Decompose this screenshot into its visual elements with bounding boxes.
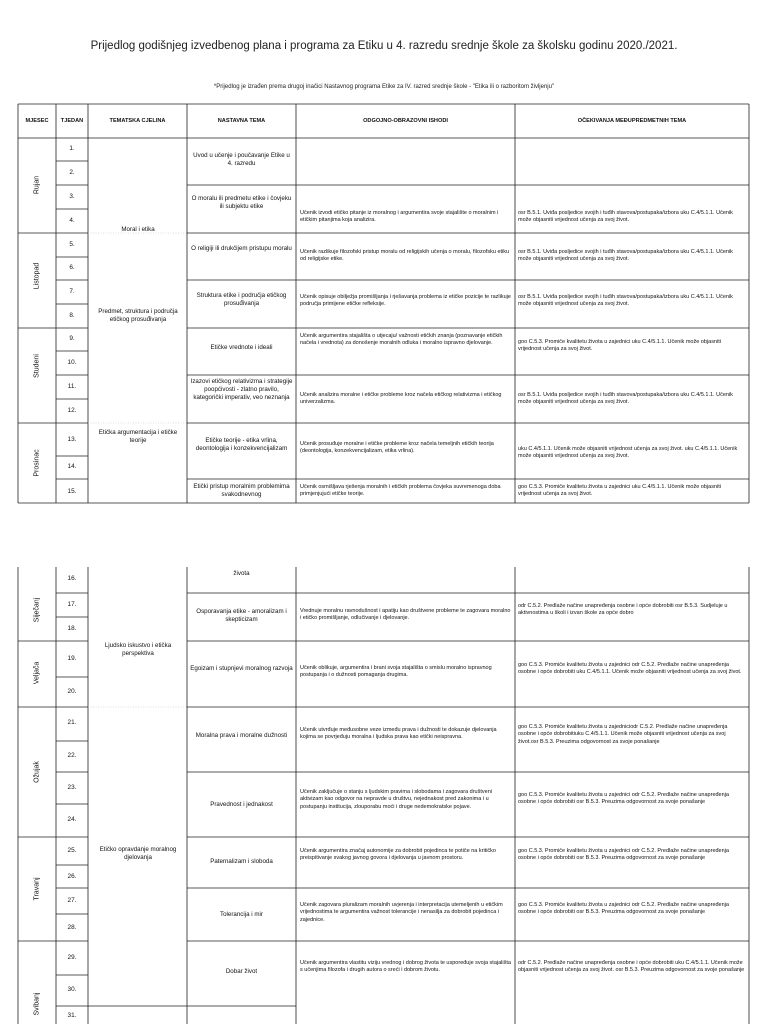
week-number: 11. — [67, 383, 77, 390]
week-number: 5. — [69, 241, 75, 248]
header-tema: NASTAVNA TEMA — [217, 118, 266, 124]
topic-cell: Etički pristup moralnim problemima svakodnevnog — [193, 483, 290, 499]
unit-label: Predmet, struktura i područja etičkog prosuđivanja — [98, 308, 178, 324]
header-tjedan: TJEDAN — [60, 118, 84, 124]
week-number: 10. — [67, 359, 77, 366]
week-number: 27. — [67, 897, 77, 904]
expectation-cell: uku C.4/5.1.1. Učenik može objasniti vrijednost učenja za svoj život. uku C.4/5.1.1. Učenik može objasniti vrijednost učenja za svoj život. — [518, 446, 738, 460]
outcome-cell: Učenik izvodi etičko pitanje iz moralnog i argumentira svoje stajalište o moralnim i etičkim pitanjima koja analizira. — [300, 210, 499, 224]
week-number: 16. — [67, 575, 77, 582]
unit-label: Etičko opravdanje moralnog djelovanja — [99, 846, 177, 862]
topic-cell: Paternalizam i sloboda — [210, 858, 273, 865]
topic-cell: O moralu ili predmetu etike i čovjeku ili subjektu etike — [191, 195, 292, 211]
outcome-cell: Učenik osmišljava rješenja moralnih i etičkih problema čovjeka suvremenoga doba primjenjujući etičke teorije. — [300, 484, 501, 498]
outcome-cell: Učenik razlikuje filozofski pristup moralu od religijskih učenja o moralu, filozofsku etiku od religijske etike. — [300, 249, 510, 263]
week-number: 7. — [69, 288, 75, 295]
page-title: Prijedlog godišnjeg izvedbenog plana i programa za Etiku u 4. razredu srednje škole za školsku godinu 2020./2021. — [90, 40, 678, 52]
week-number: 31. — [67, 1012, 77, 1019]
unit-label: Ljudsko iskustvo i etička perspektiva — [104, 642, 172, 658]
expectation-cell: goo C.5.3. Promiče kvalitetu života u zajednici uku C.4/5.1.1. Učenik može objasniti vrijednost učenja za svoj život. — [518, 484, 721, 498]
outcome-cell: Učenik opisuje obilježja promišljanja i rješavanja problema iz etičke pozicije te razlikuje područja primijene etičke refleksije. — [300, 294, 511, 308]
expectation-cell: goo C.5.3. Promiče kvalitetu života u zajednici uku C.4/5.1.1. Učenik može objasniti vrijednost učenja za svoj život. — [518, 339, 721, 353]
week-number: 9. — [69, 335, 75, 342]
unit-label: Etička argumentacija i etičke teorije — [98, 429, 178, 445]
header-medu: OČEKIVANJA MEĐUPREDMETNIH TEMA — [577, 118, 687, 124]
week-number: 19. — [67, 655, 77, 662]
week-number: 1. — [69, 145, 75, 152]
topic-cell: Moralna prava i moralne dužnosti — [195, 732, 288, 739]
week-number: 25. — [67, 847, 77, 854]
topic-cell: Egoizam i stupnjevi moralnog razvoja — [190, 665, 293, 672]
week-number: 17. — [67, 601, 77, 608]
header-cjelina: TEMATSKA CJELINA — [109, 118, 166, 124]
week-number: 20. — [67, 688, 77, 695]
topic-cell: Pravednost i jednakost — [210, 801, 273, 808]
expectation-cell: goo C.5.3. Promiče kvalitetu života u zajednici odr C.5.2. Predlaže načine unapređenja osobne i opće dobrobiti osr B.5.3. Preuzima odgovornost za svoje ponašanje — [518, 792, 729, 806]
expectation-cell: odr C.5.2. Predlaže načine unapređenja osobne i opće dobrobiti uku C.4/5.1.1. Učenik može objasniti vrijednost učenja za svoj život. osr B.5.3. Preuzima odgovornost za svoje ponašanje — [518, 960, 745, 974]
topic-cell: Uvod u učenje i poučavanje Etike u 4. razredu — [193, 152, 290, 168]
topic-cell: Tolerancija i mir — [220, 911, 263, 918]
outcome-cell: Učenik zagovara pluralizam moralnih uvjerenja i interpretacija utemeljenih u etičkim vrijednostima te argumentira važnost tolerancije i nenasilja za dobrobit pojedinca i zajednice. — [300, 902, 503, 923]
week-number: 22. — [67, 752, 77, 759]
topic-cell: Dobar život — [225, 968, 258, 975]
topic-cell: života — [233, 570, 250, 577]
week-number: 28. — [67, 924, 77, 931]
header-ishodi: ODGOJNO-OBRAZOVNI ISHODI — [363, 118, 448, 124]
expectation-cell: osr B.5.1. Uviđa posljedice svojih i tuđih stavova/postupaka/izbora uku C.4/5.1.1. Učenik može objasniti vrijednost učenja za svoj život. — [518, 249, 733, 263]
expectation-cell: osr B.5.1. Uviđa posljedice svojih i tuđih stavova/postupaka/izbora uku C.4/5.1.1. Učenik može objasniti vrijednost učenja za svoj život. — [518, 392, 733, 406]
outcome-cell: Učenik argumentira vlastitu viziju vrednog i dobrog života te uspoređuje svoja stajališta s učenjima filozofa i drugih autora o sreći i dobrom životu. — [300, 960, 511, 974]
outcome-cell: Učenik argumentira značaj autonomije za dobrobit pojedinca te potiče na kritičko preispitivanje svakog javnog govora i djelovanja u javnom prostoru. — [300, 848, 496, 862]
expectation-cell: goo C.5.3. Promiče kvalitetu života u zajedniciodr C.5.2. Predlaže načine unapređenja osobne i opće dobrobitiuku C.4/5.1.1. Učenik može objasniti vrijednost učenja za svoj život.osr B.5.3. Preuzima odgovornost za svoje ponašanje — [518, 724, 728, 745]
source-note: *Prijedlog je izrađen prema drugoj inačici Nastavnog programa Etike za IV. razred srednje škole - "Etika ili o razboritom življenju" — [213, 84, 555, 90]
topic-cell: Struktura etike i područja etičkog prosuđivanja — [196, 292, 287, 308]
outcome-cell: Učenik oblikuje, argumentira i brani svoja stajališta o smislu moralno ispravnog postupanja i o dužnosti pomaganja drugima. — [300, 665, 492, 679]
week-number: 23. — [67, 784, 77, 791]
week-number: 24. — [67, 816, 77, 823]
topic-cell: O religiji ili drukčijem pristupu moralu — [191, 245, 292, 252]
outcome-cell: Vrednuje moralnu ravnodušnost i apatiju kao društvene probleme te zagovara moralno i etičko promišljanje, odlučivanje i djelovanje. — [300, 608, 511, 622]
week-number: 6. — [69, 264, 75, 271]
header-mjesec: MJESEC — [25, 118, 49, 124]
week-number: 29. — [67, 954, 77, 961]
unit-label: Moral i etika — [121, 226, 155, 233]
topic-cell: Etičke vrednote i ideali — [210, 344, 273, 351]
outcome-cell: Učenik argumentira stajališta o utjecaju/ važnosti etičkih znanja (poznavanje etičkih načela i vrednota) za donošenje moralnih odluka i moralno ispravno djelovanje. — [300, 333, 503, 347]
outcome-cell: Učenik analizira moralne i etičke probleme kroz načela etičkog relativizma i etičkog univerzalizma. — [300, 392, 502, 406]
outcome-cell: Učenik zaključuje o stanju s ljudskim pravima i slobodama i zagovara društveni aktivizam kao odgovor na nepravde u društvu, nejednakost pred zakonima i u postupanju institucija, zlouporabu moći i druge nedemokratske pojave. — [300, 789, 492, 810]
week-number: 15. — [67, 488, 77, 495]
expectation-cell: osr B.5.1. Uviđa posljedice svojih i tuđih stavova/postupaka/izbora uku C.4/5.1.1. Učenik može objasniti vrijednost učenja za svoj život. — [518, 210, 733, 224]
topic-cell: Osporavanja etike - amoralizam i skepticizam — [196, 608, 287, 624]
week-number: 18. — [67, 625, 77, 632]
week-number: 13. — [67, 436, 77, 443]
week-number: 14. — [67, 463, 77, 470]
topic-cell: Etičke teorije - etika vrlina, deontologija i konzekvencijalizam — [195, 437, 288, 453]
week-number: 21. — [67, 719, 77, 726]
week-number: 12. — [67, 407, 77, 414]
outcome-cell: Učenik prosuđuje moralne i etičke probleme kroz načela temeljnih etičkih teorija (deontologija, konzekvencijalizam, etika vrlina). — [300, 441, 494, 455]
outcome-cell: Učenik utvrđuje međusobne veze između prava i dužnosti te dokazuje djelovanja kojima se povrjeđuju moralna i ljudska prava kao etički neispravna. — [300, 727, 497, 741]
topic-cell: Izazovi etičkog relativizma i strategije poopćivosti - zlatno pravilo, kategorički imperativ, veo neznanja — [190, 378, 293, 402]
week-number: 4. — [69, 217, 75, 224]
expectation-cell: goo C.5.3. Promiče kvalitetu života u zajednici odr C.5.2. Predlaže načine unapređenja osobne i opće dobrobiti osr B.5.3. Preuzima odgovornost za svoje ponašanje — [518, 848, 729, 862]
week-number: 2. — [69, 169, 75, 176]
expectation-cell: odr C.5.2. Predlaže načine unapređenja osobne i opće dobrobiti osr B.5.3. Sudjeluje u aktivnostima u školi i izvan škole za opće dobro — [518, 603, 728, 617]
week-number: 26. — [67, 873, 77, 880]
week-number: 8. — [69, 312, 75, 319]
week-number: 30. — [67, 986, 77, 993]
expectation-cell: goo C.5.3. Promiče kvalitetu života u zajednici odr C.5.2. Predlaže načine unapređenja osobne i opće dobrobiti uku C.4/5.1.1. Učenik može objasniti vrijednost učenja za svoj život. — [518, 662, 742, 676]
expectation-cell: osr B.5.1. Uviđa posljedice svojih i tuđih stavova/postupaka/izbora uku C.4/5.1.1. Učenik može objasniti vrijednost učenja za svoj život. — [518, 294, 733, 308]
expectation-cell: goo C.5.3. Promiče kvalitetu života u zajednici odr C.5.2. Predlaže načine unapređenja osobne i opće dobrobiti osr B.5.3. Preuzima odgovornost za svoje ponašanje — [518, 902, 729, 916]
week-number: 3. — [69, 193, 75, 200]
